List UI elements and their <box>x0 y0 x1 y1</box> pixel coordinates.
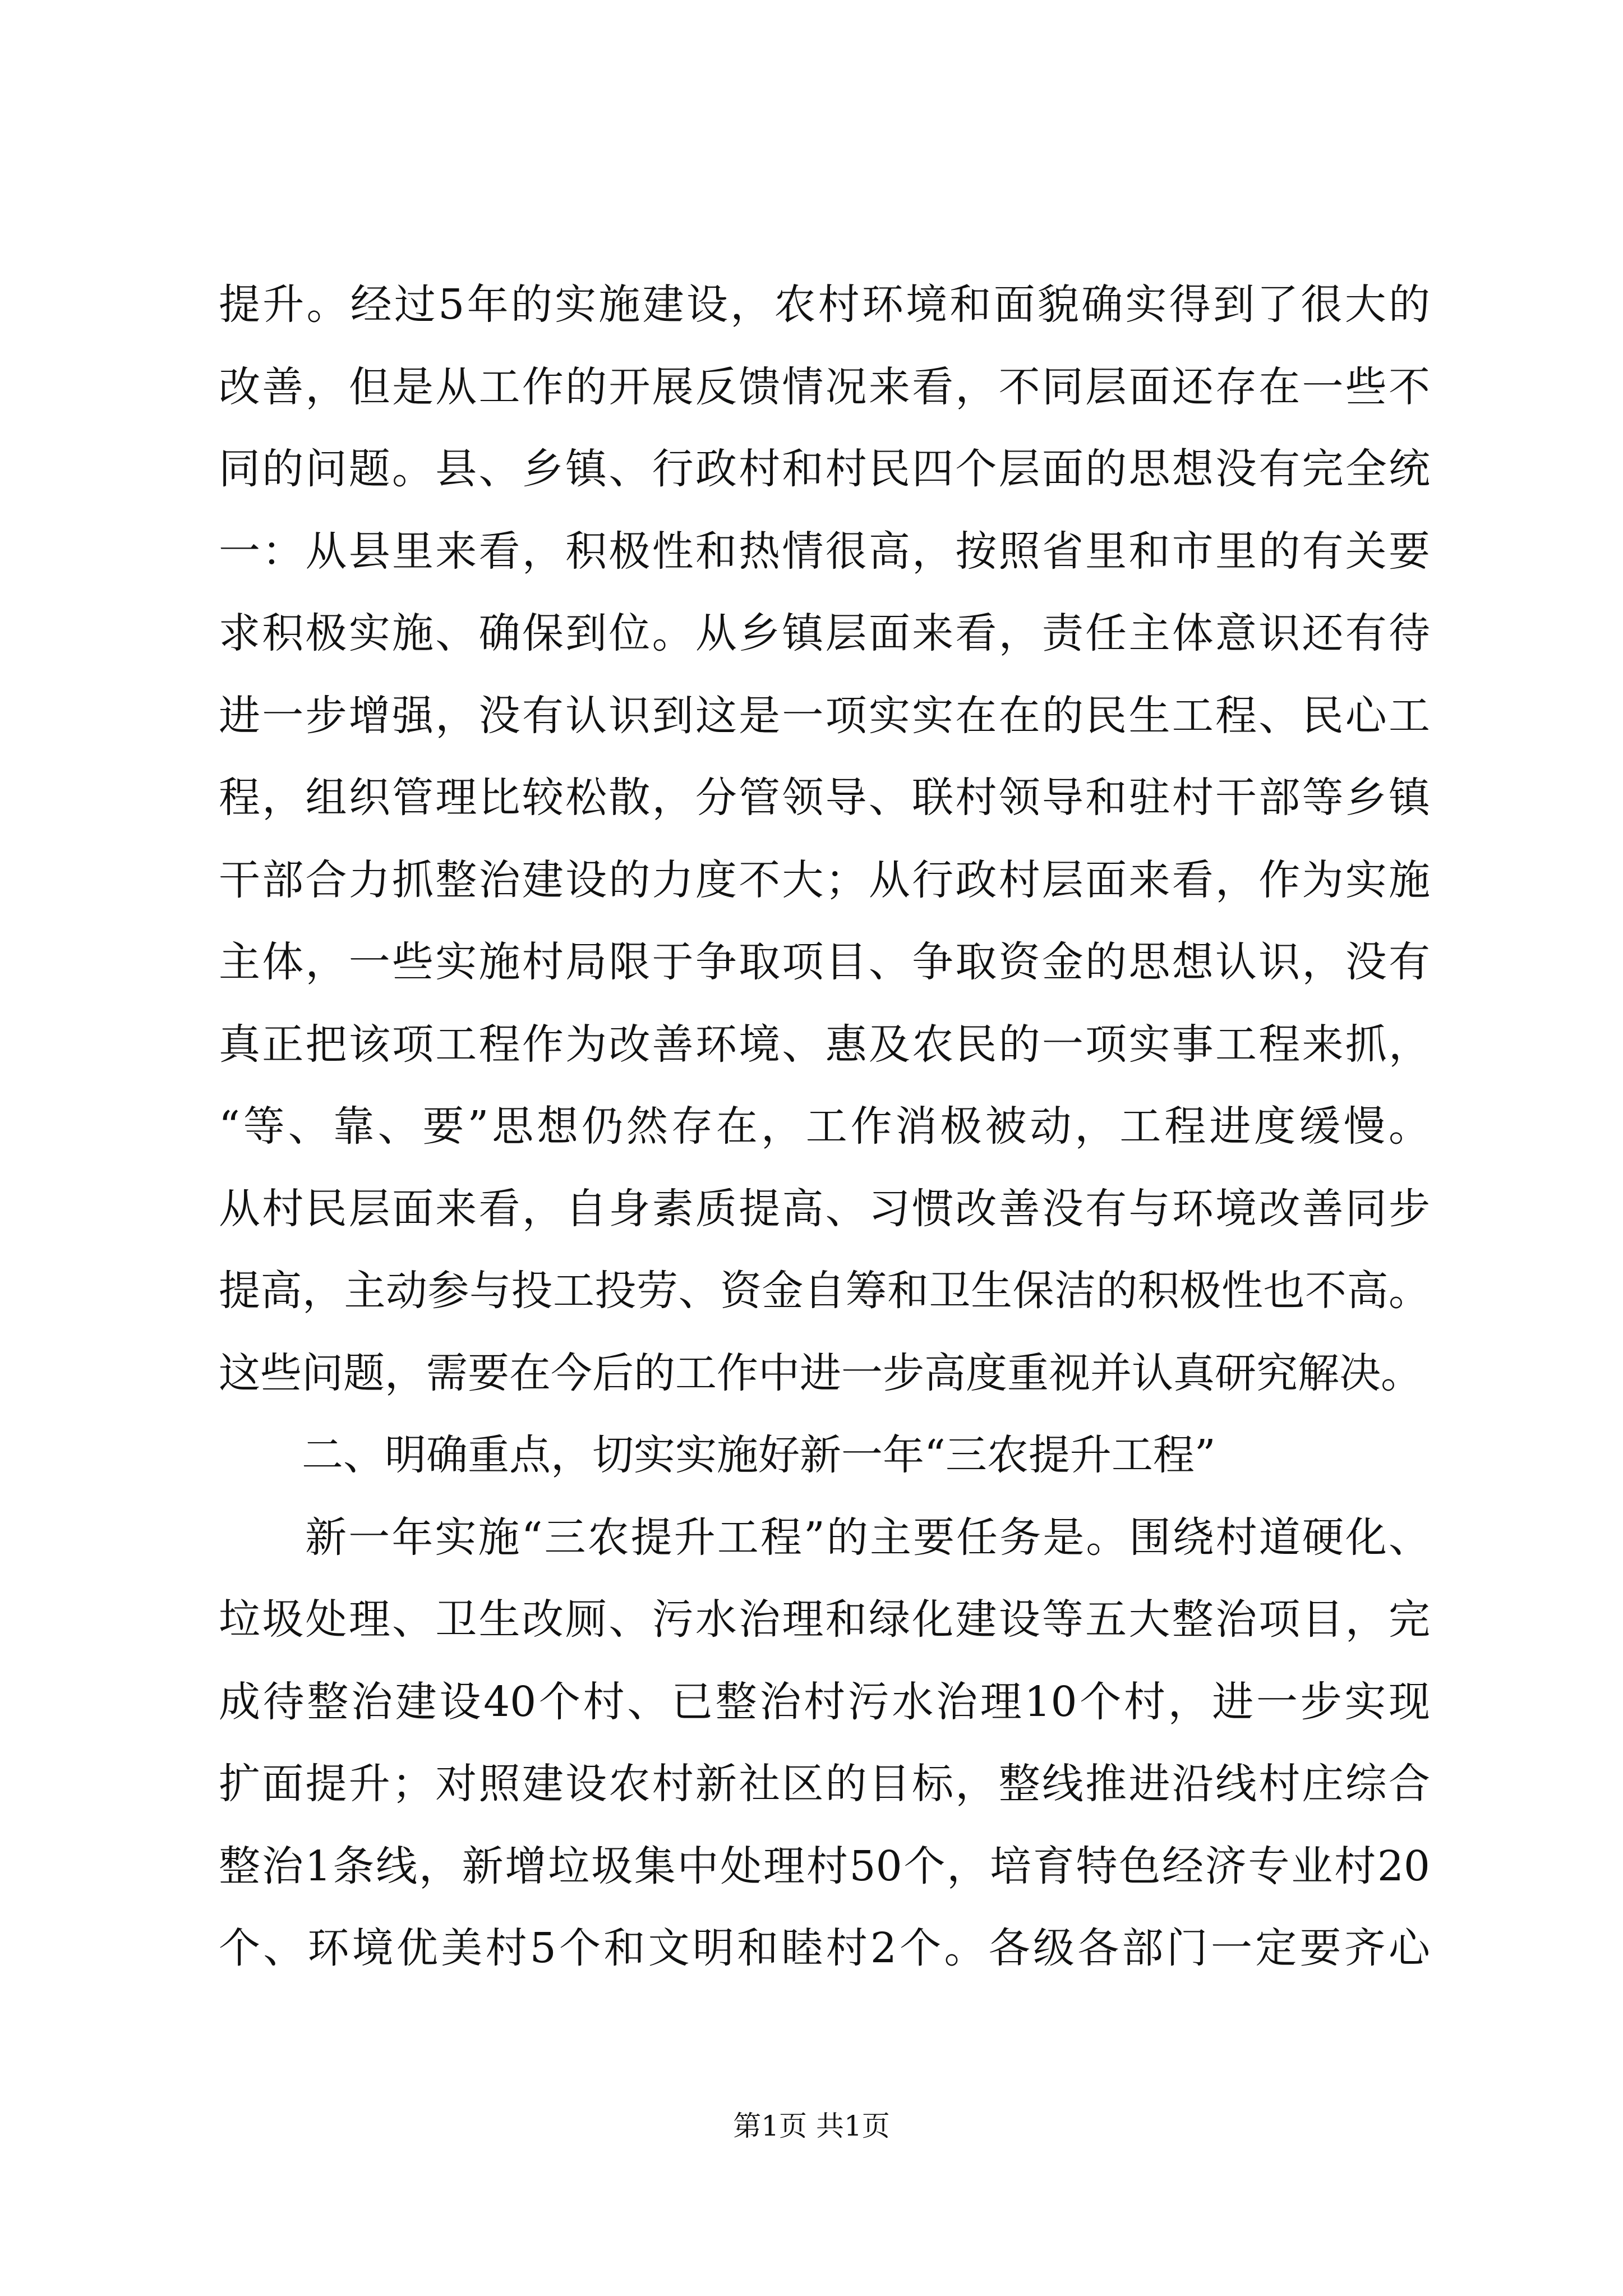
body-text <box>219 264 1430 1990</box>
text-line: 成待整治建设40个村、已整治村污水治理10个村，进一步实现 <box>219 1677 1430 1726</box>
text-line: 同的问题。县、乡镇、行政村和村民四个层面的思想没有完全统 <box>219 445 1430 493</box>
text-line: 提升。经过5年的实施建设，农村环境和面貌确实得到了很大的 <box>219 280 1430 329</box>
page-footer: 第1页 共1页 <box>733 2110 890 2142</box>
text-line: 真正把该项工程作为改善环境、惠及农民的一项实事工程来抓， <box>219 1020 1430 1069</box>
text-line: 提高，主动参与投工投劳、资金自筹和卫生保洁的积极性也不高。 <box>219 1267 1430 1315</box>
text-line: 新一年实施“三农提升工程”的主要任务是。围绕村道硬化、 <box>219 1513 1430 1562</box>
text-line: 主体，一些实施村局限于争取项目、争取资金的思想认识，没有 <box>219 938 1430 986</box>
text-line: 从村民层面来看，自身素质提高、习惯改善没有与环境改善同步 <box>219 1184 1430 1233</box>
text-line: “等、靠、要”思想仍然存在，工作消极被动，工程进度缓慢。 <box>219 1102 1430 1151</box>
text-line: 这些问题，需要在今后的工作中进一步高度重视并认真研究解决。 <box>219 1349 1422 1397</box>
text-line: 改善，但是从工作的开展反馈情况来看，不同层面还存在一些不 <box>219 362 1430 411</box>
text-line: 扩面提升；对照建设农村新社区的目标，整线推进沿线村庄综合 <box>219 1760 1430 1808</box>
text-line: 求积极实施、确保到位。从乡镇层面来看，责任主体意识还有待 <box>219 609 1430 657</box>
text-line: 整治1条线，新增垃圾集中处理村50个，培育特色经济专业村20 <box>219 1842 1430 1890</box>
text-line: 个、环境优美村5个和文明和睦村2个。各级各部门一定要齐心 <box>219 1924 1430 1972</box>
text-line: 进一步增强，没有认识到这是一项实实在在的民生工程、民心工 <box>219 691 1430 740</box>
text-line: 程，组织管理比较松散，分管领导、联村领导和驻村干部等乡镇 <box>219 774 1430 822</box>
text-line: 干部合力抓整治建设的力度不大；从行政村层面来看，作为实施 <box>219 855 1430 904</box>
section-heading: 二、明确重点，切实实施好新一年“三农提升工程” <box>219 1431 1216 1479</box>
text-line: 垃圾处理、卫生改厕、污水治理和绿化建设等五大整治项目，完 <box>219 1595 1430 1644</box>
text-line: 一：从县里来看，积极性和热情很高，按照省里和市里的有关要 <box>219 527 1430 576</box>
